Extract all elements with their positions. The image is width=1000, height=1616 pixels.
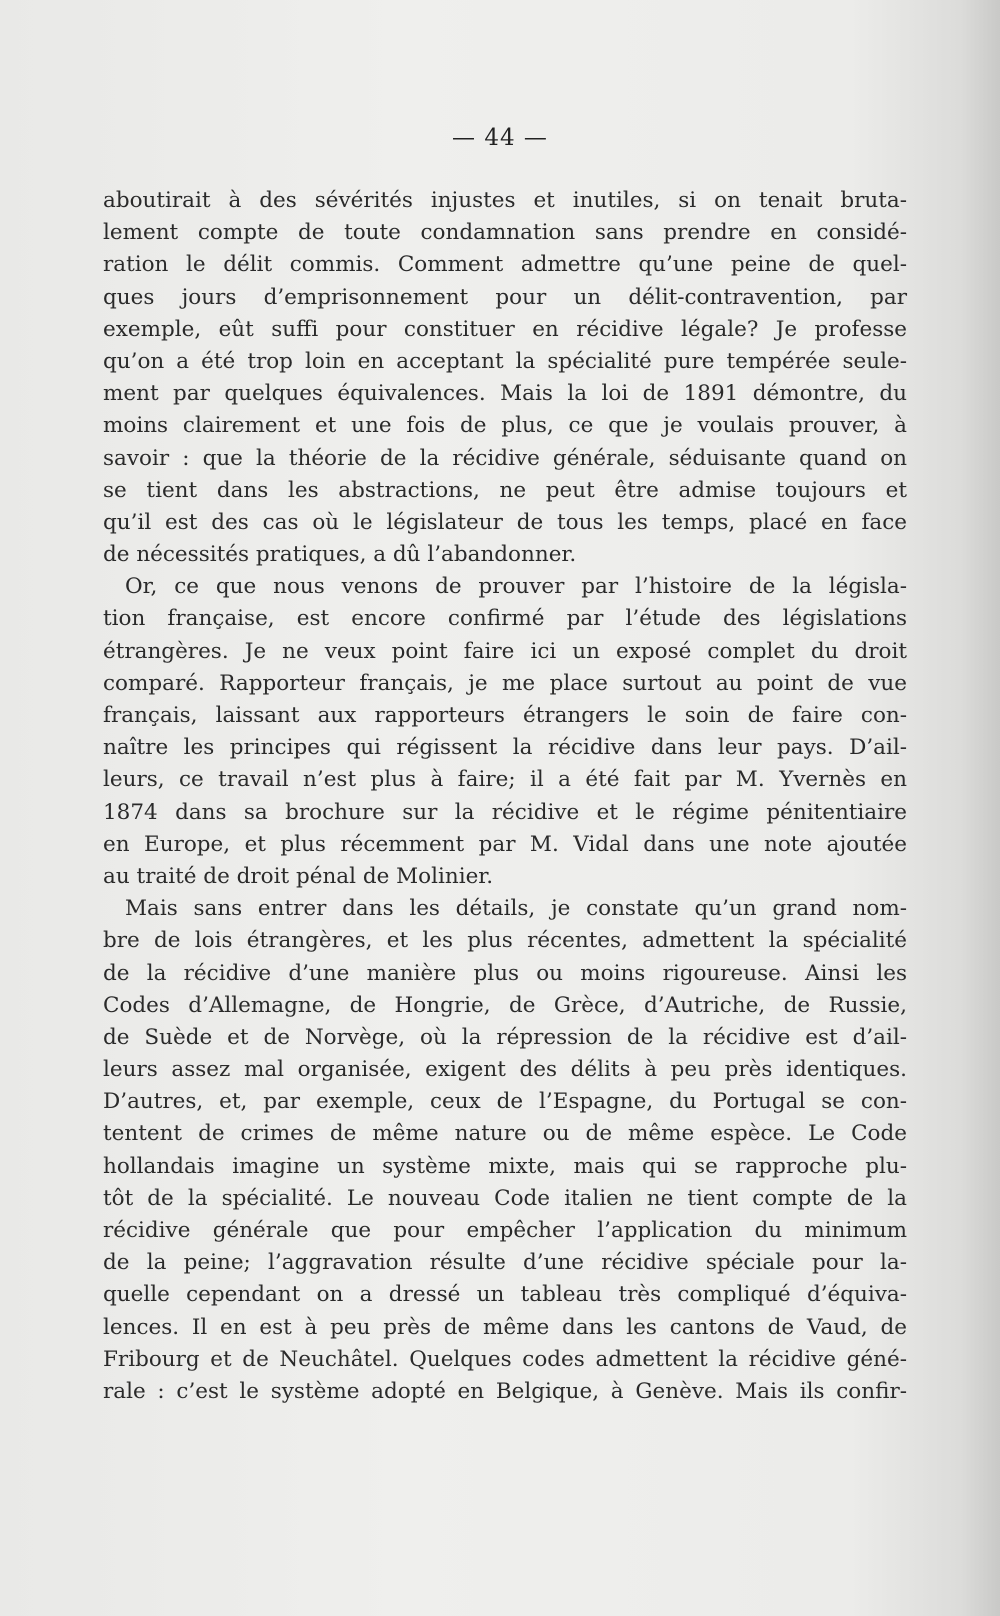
text-line: exemple, eût suffi pour constituer en récidive légale? Je professe [103,316,907,342]
text-line: de nécessités pratiques, a dû l’abandonner. [103,542,577,568]
text-line: de la récidive d’une manière plus ou moins rigoureuse. Ainsi les [103,960,907,986]
text-line: qu’on a été trop loin en acceptant la spécialité pure tempérée seule- [103,348,907,374]
text-line: en Europe, et plus récemment par M. Vidal dans une note ajoutée [103,831,907,857]
text-line: ques jours d’emprisonnement pour un délit-contravention, par [103,284,907,310]
text-line: hollandais imagine un système mixte, mais qui se rapproche plu- [103,1153,907,1179]
text-line: lement compte de toute condamnation sans prendre en considé- [103,220,907,246]
text-line: Fribourg et de Neuchâtel. Quelques codes admettent la récidive géné- [103,1346,907,1372]
page-number: — 44 — [452,125,548,151]
text-line: se tient dans les abstractions, ne peut être admise toujours et [103,477,907,503]
text-line: leurs assez mal organisée, exigent des délits à peu près identiques. [103,1057,907,1083]
text-line: naître les principes qui régissent la récidive dans leur pays. D’ail- [103,735,907,761]
text-line: bre de lois étrangères, et les plus récentes, admettent la spécialité [103,928,907,954]
text-line: comparé. Rapporteur français, je me place surtout au point de vue [103,670,907,696]
text-line: de la peine; l’aggravation résulte d’une récidive spéciale pour la- [103,1250,907,1276]
text-line: tôt de la spécialité. Le nouveau Code italien ne tient compte de la [103,1185,907,1211]
text-line: ment par quelques équivalences. Mais la loi de 1891 démontre, du [103,381,907,407]
text-line: savoir : que la théorie de la récidive générale, séduisante quand on [103,445,907,471]
text-line: Or, ce que nous venons de prouver par l’histoire de la législa- [125,574,907,600]
text-line: quelle cependant on a dressé un tableau très compliqué d’équiva- [103,1282,907,1308]
text-line: rale : c’est le système adopté en Belgique, à Genève. Mais ils confir- [103,1378,907,1404]
text-line: moins clairement et une fois de plus, ce que je voulais prouver, à [103,413,907,439]
text-line: aboutirait à des sévérités injustes et inutiles, si on tenait bruta- [103,188,907,213]
text-line: récidive générale que pour empêcher l’application du minimum [103,1218,907,1243]
text-line: D’autres, et, par exemple, ceux de l’Espagne, du Portugal se con- [103,1089,907,1115]
text-line: leurs, ce travail n’est plus à faire; il a été fait par M. Yvernès en [103,767,907,793]
text-line: qu’il est des cas où le législateur de tous les temps, placé en face [103,509,907,535]
text-line: français, laissant aux rapporteurs étrangers le soin de faire con- [103,703,907,728]
text-line: de Suède et de Norvège, où la répression de la récidive est d’ail- [103,1024,907,1050]
body-text [103,185,907,1408]
text-line: au traité de droit pénal de Molinier. [103,863,494,889]
text-line: tentent de crimes de même nature ou de même espèce. Le Code [103,1121,907,1147]
text-line: Mais sans entrer dans les détails, je constate qu’un grand nom- [125,896,907,922]
text-line: tion française, est encore confirmé par l’étude des législations [103,606,907,632]
text-line: lences. Il en est à peu près de même dans les cantons de Vaud, de [103,1314,907,1340]
text-line: Codes d’Allemagne, de Hongrie, de Grèce, d’Autriche, de Russie, [103,992,907,1018]
text-line: 1874 dans sa brochure sur la récidive et le régime pénitentiaire [103,799,907,825]
text-line: ration le délit commis. Comment admettre qu’une peine de quel- [103,252,907,278]
text-line: étrangères. Je ne veux point faire ici un exposé complet du droit [103,638,907,664]
